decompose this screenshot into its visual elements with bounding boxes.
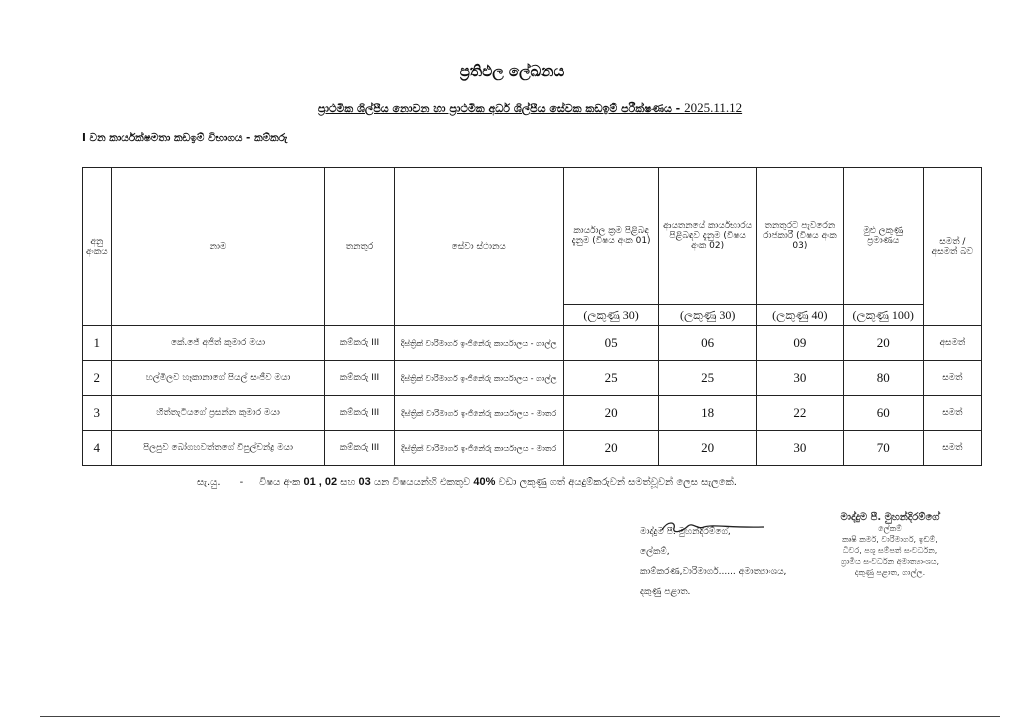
header-subject1: කාර්යාල ක්‍රම පිළිබඳ දැනුම (විෂය අංක 01): [563, 168, 659, 305]
signatory-title: ලේකම්,: [640, 547, 670, 557]
max-total: (ලකුණු 100): [843, 305, 923, 326]
note-prefix: සැ.යු.: [197, 477, 221, 488]
header-post: තනතුර: [325, 168, 394, 326]
results-table: [82, 167, 982, 466]
row-name: පිලපුව බෝගහවත්තගේ විපුල්චන්ද්‍ර මයා: [111, 431, 325, 466]
max-subject2: (ලකුණු 30): [659, 305, 757, 326]
row-name: කේ.ජේ අජිත් කුමාර මයා: [111, 326, 325, 361]
header-subject3: තනතුරට පැවරෙන රාජකාරී (විෂය අංක 03): [756, 168, 843, 305]
row-station: දිස්ත්‍රික් වාරිමාර්ග ඉංජිනේරු කාර්යාලය - ගාල්ල: [394, 326, 563, 361]
row-subject2: 25: [659, 361, 757, 396]
note-and: සහ: [337, 477, 359, 488]
stamp-line1: කෘෂි කර්ම, වාරිමාර්ග, ඉඩම්,: [842, 535, 938, 544]
signatory-place: දකුණු පළාත.: [640, 587, 691, 597]
row-no: 1: [83, 326, 112, 361]
row-name: හිත්තැටියගේ ප්‍රසන්න කුමාර මයා: [111, 396, 325, 431]
row-station: දිස්ත්‍රික් වාරිමාර්ග ඉංජිනේරු කාර්යාලය - ගාල්ල: [394, 361, 563, 396]
max-subject3: (ලකුණු 40): [756, 305, 843, 326]
table-row: [83, 431, 982, 466]
header-total: මුළු ලකුණු ප්‍රමාණය: [843, 168, 923, 305]
row-no: 2: [83, 361, 112, 396]
header-subject2: ආයතනයේ කාර්යභාරය පිළිබඳව දැනුම (විෂය අංක 02): [659, 168, 757, 305]
note-percent: 40%: [473, 476, 496, 488]
table-row: [83, 396, 982, 431]
stamp-name: මාද්දුම පී. මුහන්දිරම්ගේ: [840, 512, 940, 523]
subtitle-text: ප්‍රාථමික ශිල්පීය නොවන හා ප්‍රාථමික අර්ධ ශිල්පීය සේවක කඩඉම් පරීක්ෂණය -: [317, 102, 685, 115]
section-heading: I වන කාර්යක්ෂමතා කඩඉම් විභාගය - කම්කරු: [82, 132, 288, 144]
note-subjects: 01 , 02: [303, 476, 338, 488]
header-row: [83, 168, 982, 305]
row-result: සමත්: [923, 361, 981, 396]
row-subject1: 20: [563, 396, 659, 431]
row-total: 20: [843, 326, 923, 361]
bottom-divider: [40, 716, 1000, 717]
signatory-ministry: කාම්කරණ,වාරිමාර්ග...... අමාත්‍යාංශය,: [640, 567, 787, 577]
note-text-mid: යන විෂයයන්හි එකතුව: [370, 477, 474, 488]
header-no: අනු අංකය: [83, 168, 112, 326]
row-total: 80: [843, 361, 923, 396]
page-title: ප්‍රතිඵල ලේඛනය: [459, 62, 565, 80]
row-result: අසමත්: [923, 326, 981, 361]
row-total: 70: [843, 431, 923, 466]
row-subject3: 30: [756, 431, 843, 466]
row-post: කම්කරු III: [325, 396, 394, 431]
row-total: 60: [843, 396, 923, 431]
header-station: සේවා ස්ථානය: [394, 168, 563, 326]
footnote: [197, 476, 737, 488]
max-subject1: (ලකුණු 30): [563, 305, 659, 326]
exam-date: 2025.11.12: [684, 100, 743, 115]
note-text-end: වඩා ලකුණු ගත් අයදුම්කරුවන් සමත්වූවන් ලෙස සැලකේ.: [495, 477, 737, 488]
stamp-line4: දකුණු පළාත, ගාල්ල.: [854, 568, 926, 577]
row-subject3: 22: [756, 396, 843, 431]
row-subject2: 20: [659, 431, 757, 466]
row-subject1: 20: [563, 431, 659, 466]
row-result: සමත්: [923, 431, 981, 466]
table-row: [83, 361, 982, 396]
row-result: සමත්: [923, 396, 981, 431]
official-stamp: [780, 512, 1000, 578]
row-post: කම්කරු III: [325, 431, 394, 466]
row-post: කම්කරු III: [325, 361, 394, 396]
table-row: [83, 326, 982, 361]
stamp-line3: ග්‍රාමීය සංවර්ධන අමාත්‍යාංශය,: [840, 557, 940, 566]
stamp-role: ලේකම්: [878, 524, 902, 533]
row-subject3: 09: [756, 326, 843, 361]
row-subject3: 30: [756, 361, 843, 396]
row-post: කම්කරු III: [325, 326, 394, 361]
row-subject1: 25: [563, 361, 659, 396]
header-result: සමත් / අසමත් බව: [923, 168, 981, 326]
row-no: 3: [83, 396, 112, 431]
row-subject2: 18: [659, 396, 757, 431]
note-text-start: විෂය අංක: [259, 477, 304, 488]
note-subject3: 03: [358, 476, 371, 488]
row-subject1: 05: [563, 326, 659, 361]
row-no: 4: [83, 431, 112, 466]
signatory-name: මාද්දුම පී. මුහන්දිරම්ගේ,: [640, 527, 731, 537]
row-subject2: 06: [659, 326, 757, 361]
header-name: නාම: [111, 168, 325, 326]
signature-block: [640, 522, 786, 602]
stamp-line2: ධීවර, පශු සම්පත් සංවර්ධන,: [842, 546, 938, 555]
row-name: හල්මිලව හෑකානාගේ පියල් සංජීව මයා: [111, 361, 325, 396]
note-dash: -: [239, 477, 244, 488]
row-station: දිස්ත්‍රික් වාරිමාර්ග ඉංජිනේරු කාර්යාලය - මාතර: [394, 431, 563, 466]
exam-subtitle: [250, 100, 810, 116]
row-station: දිස්ත්‍රික් වාරිමාර්ග ඉංජිනේරු කාර්යාලය - මාතර: [394, 396, 563, 431]
